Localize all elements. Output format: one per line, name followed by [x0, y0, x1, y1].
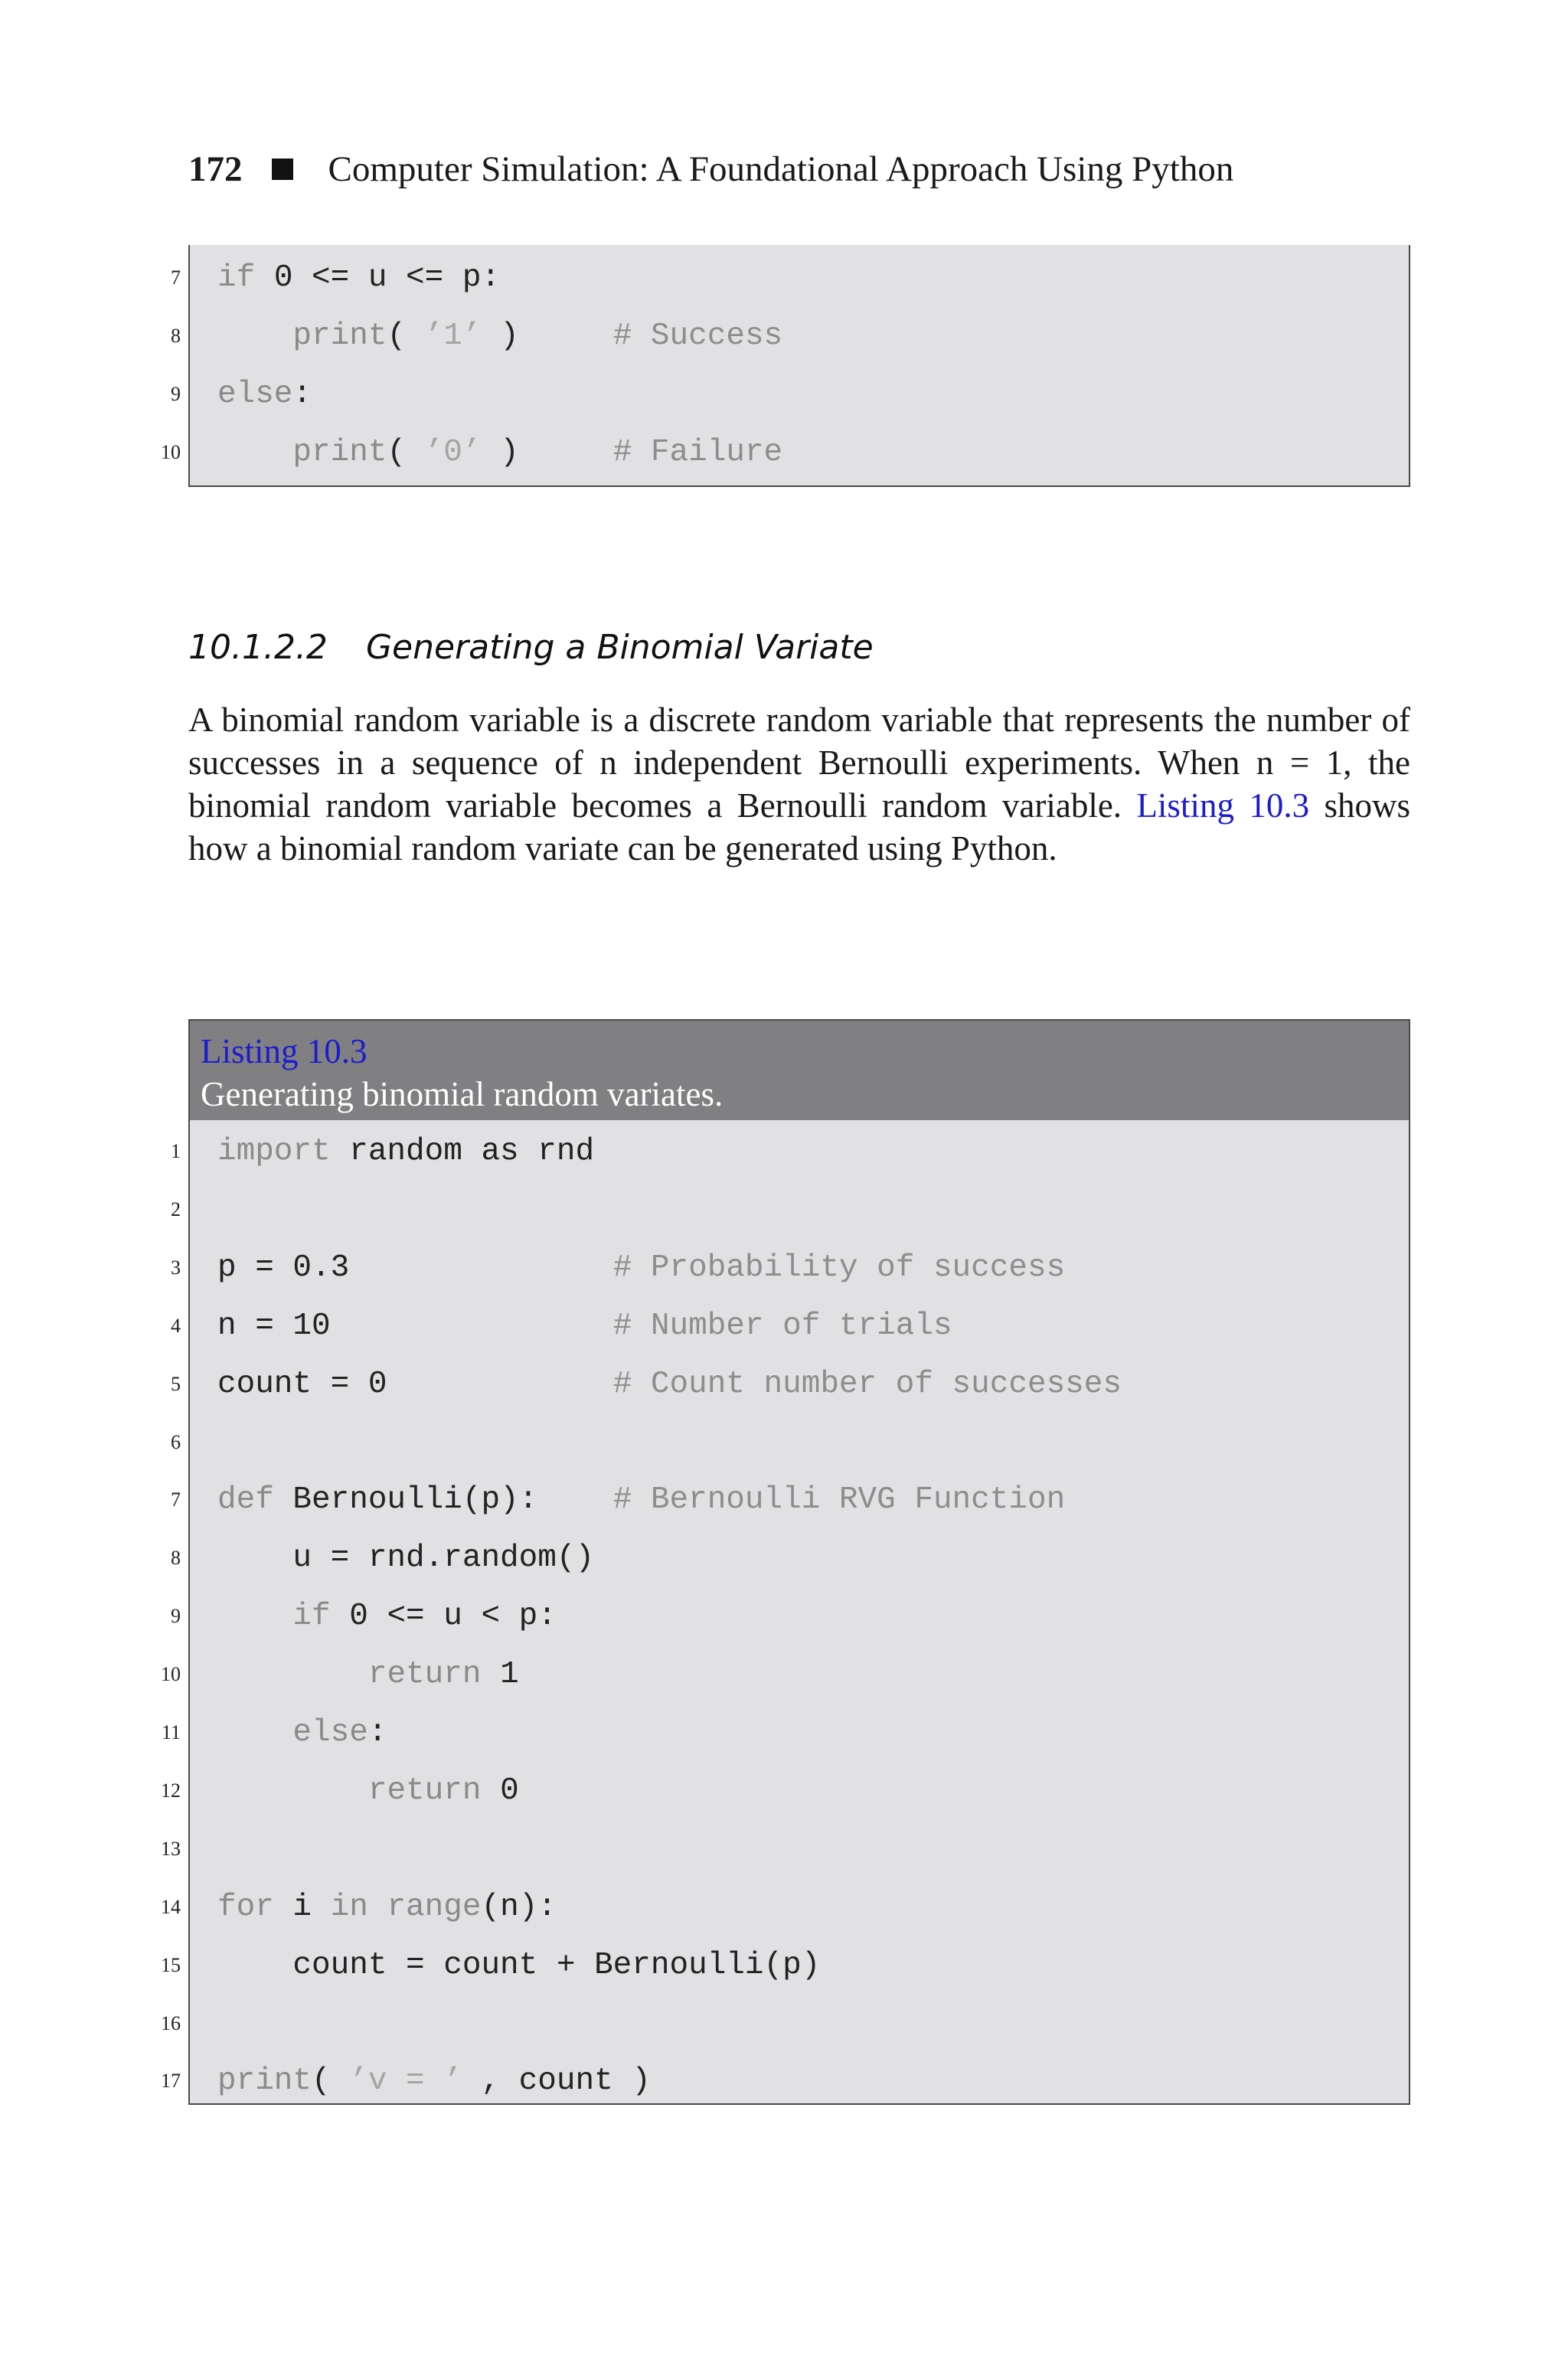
paragraph-text-end: shows how a binomial random variate can be generated using Python.: [188, 786, 1410, 868]
code-token: [217, 1773, 368, 1809]
code-token: if: [217, 260, 256, 296]
code-text: [217, 1482, 1065, 1518]
line-number: 3: [171, 1256, 181, 1279]
code-token: Bernoulli(p):: [273, 1482, 613, 1518]
code-line: [171, 1588, 1409, 1645]
code-token: (: [387, 319, 425, 354]
code-text: [217, 1715, 387, 1750]
code-line: [161, 1704, 1409, 1761]
listing-caption: [190, 1021, 1409, 1120]
line-number: 6: [171, 1430, 181, 1453]
code-line: [171, 1356, 1409, 1413]
line-number: 14: [161, 1895, 181, 1918]
code-token: # Failure: [612, 435, 783, 470]
running-header: [188, 142, 1233, 196]
line-number: 7: [171, 1488, 181, 1511]
code-line: [161, 1937, 1409, 1994]
line-number: 17: [161, 2070, 181, 2093]
code-token: range: [387, 1889, 482, 1925]
book-title: Computer Simulation: A Foundational Approach Using Python: [328, 149, 1234, 189]
code-line: [171, 250, 1409, 306]
section-title: Generating a Binomial Variate: [365, 628, 874, 667]
line-number: 9: [171, 383, 181, 405]
code-token: , count ): [462, 2063, 651, 2099]
code-line: [161, 424, 1409, 481]
code-token: return: [368, 1657, 482, 1693]
code-text: [217, 2063, 651, 2099]
code-line: [171, 1530, 1409, 1586]
code-token: :: [292, 377, 312, 412]
code-text: [217, 1250, 1065, 1286]
code-token: [217, 319, 292, 354]
code-text: [217, 1948, 820, 1983]
code-token: # Number of trials: [612, 1308, 952, 1344]
line-number: 13: [161, 1837, 181, 1860]
code-token: print: [292, 435, 387, 470]
code-token: [368, 1890, 387, 1925]
code-token: # Probability of success: [612, 1250, 1066, 1286]
code-listing: [161, 1019, 1410, 2105]
code-text: [217, 435, 782, 470]
paragraph-text: A binomial random variable is a discrete random variable that represents the number of successes in a sequence of n independent Bernoulli experiments. When n = 1, the binomial random variable becomes a Bernoulli random variable.: [188, 701, 1410, 825]
code-line: [161, 1995, 1409, 2052]
code-text: [217, 1773, 519, 1809]
code-token: [217, 435, 292, 470]
code-line: [171, 308, 1409, 364]
code-listing-fragment: [161, 245, 1410, 487]
code-token: (: [387, 435, 425, 470]
code-text: [217, 1599, 557, 1634]
code-token: ’1’: [424, 319, 482, 354]
line-number: 16: [161, 2011, 181, 2034]
line-number: 10: [161, 441, 181, 463]
code-token: print: [217, 2063, 312, 2099]
line-number: 2: [171, 1198, 181, 1220]
code-token: def: [217, 1482, 274, 1518]
code-token: return: [368, 1773, 482, 1809]
line-number: 12: [161, 1779, 181, 1802]
code-token: 1: [481, 1657, 519, 1693]
code-token: in: [330, 1889, 368, 1925]
line-number: 4: [171, 1314, 181, 1337]
code-token: count = count + Bernoulli(p): [217, 1947, 821, 1983]
code-token: if: [292, 1599, 331, 1635]
code-token: :: [368, 1715, 387, 1750]
code-token: print: [292, 319, 387, 354]
line-number: 10: [161, 1663, 181, 1686]
code-line: [161, 2053, 1409, 2109]
line-number: 11: [161, 1721, 181, 1743]
code-text: [217, 1541, 594, 1576]
code-token: # Count number of successes: [612, 1366, 1122, 1402]
section-heading: [188, 628, 874, 667]
code-token: [217, 1657, 368, 1692]
code-token: import: [217, 1134, 331, 1169]
line-number: 7: [171, 266, 181, 289]
code-token: u = rnd.random(): [217, 1541, 595, 1577]
code-token: [217, 1599, 292, 1634]
code-token: # Bernoulli RVG Function: [612, 1482, 1066, 1518]
code-token: n = 10: [217, 1308, 613, 1344]
code-line: [171, 1414, 1409, 1471]
code-token: else: [292, 1715, 368, 1750]
code-token: ): [481, 435, 613, 470]
code-line: [171, 1181, 1409, 1238]
code-token: p = 0.3: [217, 1250, 613, 1286]
code-token: i: [273, 1889, 331, 1925]
code-text: [217, 319, 782, 354]
code-line: [161, 1821, 1409, 1877]
line-number: 8: [171, 1547, 181, 1570]
code-token: 0: [481, 1773, 519, 1809]
code-token: (: [312, 2063, 350, 2099]
line-number: 15: [161, 1953, 181, 1976]
code-token: random as rnd: [330, 1134, 595, 1169]
code-line: [171, 1298, 1409, 1354]
code-text: [217, 377, 312, 412]
body-paragraph: [188, 698, 1410, 870]
code-token: count = 0: [217, 1366, 613, 1402]
code-text: [217, 1657, 519, 1692]
code-text: [217, 1134, 594, 1169]
code-token: 0 <= u < p:: [330, 1599, 557, 1635]
code-token: 0 <= u <= p:: [255, 260, 501, 296]
code-line: [161, 1879, 1409, 1936]
listing-caption-text: Generating binomial random variates.: [201, 1075, 724, 1113]
code-token: ): [481, 319, 613, 354]
listing-label[interactable]: Listing 10.3: [201, 1032, 368, 1070]
section-number: 10.1.2.2: [188, 628, 328, 667]
line-number: 8: [171, 325, 181, 347]
listing-link[interactable]: Listing 10.3: [1136, 786, 1310, 825]
code-token: ’0’: [424, 435, 482, 470]
line-number: 1: [171, 1140, 181, 1162]
code-line: [161, 1646, 1409, 1703]
code-text: [217, 1890, 557, 1925]
code-token: (n):: [481, 1889, 557, 1925]
code-token: else: [217, 377, 293, 412]
code-token: # Success: [612, 319, 783, 354]
code-token: ’v = ’: [349, 2063, 462, 2099]
square-bullet-icon: [272, 158, 293, 180]
code-token: for: [217, 1889, 274, 1925]
code-line: [171, 1123, 1409, 1180]
code-line: [171, 1472, 1409, 1528]
line-number: 5: [171, 1372, 181, 1395]
code-token: [217, 1715, 292, 1750]
code-text: [217, 1309, 952, 1344]
code-line: [161, 1763, 1409, 1819]
code-line: [171, 366, 1409, 423]
line-number: 9: [171, 1605, 181, 1628]
code-text: [217, 260, 500, 296]
page-number: 172: [188, 149, 243, 189]
code-line: [171, 1240, 1409, 1296]
code-text: [217, 1367, 1122, 1402]
